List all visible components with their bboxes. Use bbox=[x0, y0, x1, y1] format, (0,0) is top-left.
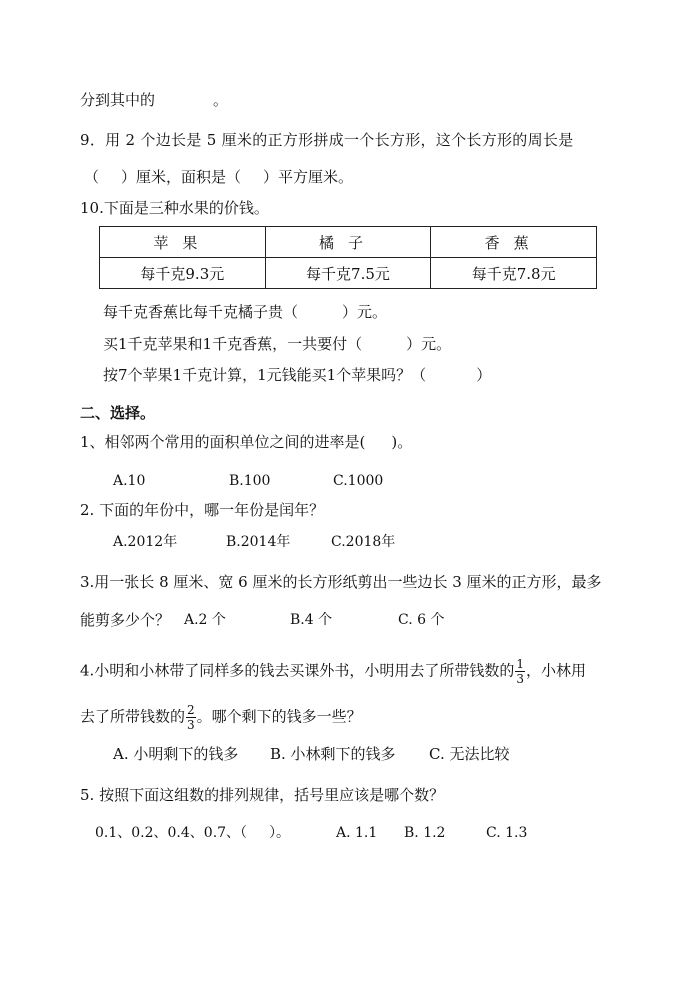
c1-question-text: 1、相邻两个常用的面积单位之间的进率是( bbox=[80, 433, 366, 451]
fruit-price-table bbox=[99, 226, 597, 289]
price-orange: 每千克7.5元 bbox=[265, 258, 431, 289]
c5-question: 5. 按照下面这组数的排列规律，括号里应该是哪个数？ bbox=[80, 786, 445, 804]
q10-sub2-end: ）元。 bbox=[406, 335, 452, 353]
fraction-denominator: 3 bbox=[516, 672, 524, 686]
c3-option-c[interactable]: C. 6 个 bbox=[398, 612, 445, 628]
q10-sub3 bbox=[103, 365, 491, 385]
c5-sequence bbox=[95, 823, 290, 843]
q10-sub1-text: 每千克香蕉比每千克橘子贵（ bbox=[103, 303, 299, 321]
c3-line1: 3.用一张长 8 厘米、宽 6 厘米的长方形纸剪出一些边长 3 厘米的正方形，最多 bbox=[80, 573, 602, 591]
q10-sub3-text: 按7个苹果1千克计算，1元钱能买1个苹果吗？（ bbox=[103, 366, 427, 384]
c1-option-c[interactable]: C.1000 bbox=[333, 473, 384, 489]
c4-line1-text: 4.小明和小林带了同样多的钱去买课外书，小明用去了所带钱数的 bbox=[80, 661, 515, 680]
q9-end-text: ）平方厘米。 bbox=[263, 168, 354, 186]
c4-option-a[interactable]: A. 小明剩下的钱多 bbox=[113, 745, 239, 763]
header-banana: 香蕉 bbox=[431, 227, 597, 258]
c1-option-a[interactable]: A.10 bbox=[113, 473, 146, 489]
c5-sequence-text: 0.1、0.2、0.4、0.7、（ bbox=[95, 825, 248, 841]
c3-option-a[interactable]: A.2 个 bbox=[184, 612, 226, 628]
c1-question bbox=[80, 432, 412, 452]
c4-line1 bbox=[80, 658, 586, 685]
c4-line1-end: ，小林用 bbox=[525, 661, 586, 680]
table-header-row bbox=[100, 227, 597, 258]
header-orange: 橘子 bbox=[265, 227, 431, 258]
q10-sub2-text: 买1千克苹果和1千克香蕉，一共要付（ bbox=[103, 335, 363, 353]
q9-line2 bbox=[84, 167, 353, 187]
header-apple: 苹果 bbox=[100, 227, 266, 258]
table-price-row bbox=[100, 258, 597, 289]
q10-sub1-end: ）元。 bbox=[342, 303, 388, 321]
c1-question-end: )。 bbox=[391, 433, 413, 451]
c5-sequence-end: ）。 bbox=[269, 825, 291, 841]
q10-sub2 bbox=[103, 334, 451, 354]
q9-open-paren: （ bbox=[84, 168, 100, 186]
c4-line2 bbox=[80, 704, 362, 731]
price-apple: 每千克9.3元 bbox=[100, 258, 266, 289]
c4-option-b[interactable]: B. 小林剩下的钱多 bbox=[270, 745, 396, 763]
c4-option-c[interactable]: C. 无法比较 bbox=[429, 745, 510, 763]
q8-text: 分到其中的 bbox=[80, 91, 156, 109]
fraction-denominator: 3 bbox=[187, 718, 195, 732]
fraction-numerator: 2 bbox=[187, 703, 195, 717]
c2-option-b[interactable]: B.2014年 bbox=[226, 534, 291, 550]
fraction-two-thirds bbox=[186, 704, 196, 731]
c1-option-b[interactable]: B.100 bbox=[229, 473, 271, 489]
c5-option-a[interactable]: A. 1.1 bbox=[336, 825, 378, 841]
q9-line1: 9．用 2 个边长是 5 厘米的正方形拼成一个长方形，这个长方形的周长是 bbox=[80, 131, 574, 149]
c5-option-c[interactable]: C. 1.3 bbox=[486, 825, 528, 841]
price-banana: 每千克7.8元 bbox=[431, 258, 597, 289]
q10-title: 10.下面是三种水果的价钱。 bbox=[80, 199, 269, 217]
section-heading-choice: 二、选择。 bbox=[80, 404, 156, 422]
c3-line2: 能剪多少个？ bbox=[80, 611, 171, 629]
c3-option-b[interactable]: B.4 个 bbox=[290, 612, 333, 628]
q10-sub1 bbox=[103, 302, 387, 322]
c4-line2-end: 。哪个剩下的钱多一些？ bbox=[196, 707, 362, 726]
c4-line2-text: 去了所带钱数的 bbox=[80, 707, 186, 726]
q8-line bbox=[80, 90, 228, 110]
c5-option-b[interactable]: B. 1.2 bbox=[404, 825, 446, 841]
q9-area-text: ）厘米，面积是（ bbox=[121, 168, 242, 186]
fraction-one-third bbox=[515, 658, 525, 685]
q8-end: 。 bbox=[213, 91, 229, 109]
c2-option-a[interactable]: A.2012年 bbox=[113, 534, 178, 550]
fraction-numerator: 1 bbox=[516, 657, 524, 671]
c2-option-c[interactable]: C.2018年 bbox=[331, 534, 396, 550]
q10-sub3-end: ） bbox=[476, 366, 492, 384]
c2-question: 2. 下面的年份中，哪一年份是闰年？ bbox=[80, 501, 325, 519]
